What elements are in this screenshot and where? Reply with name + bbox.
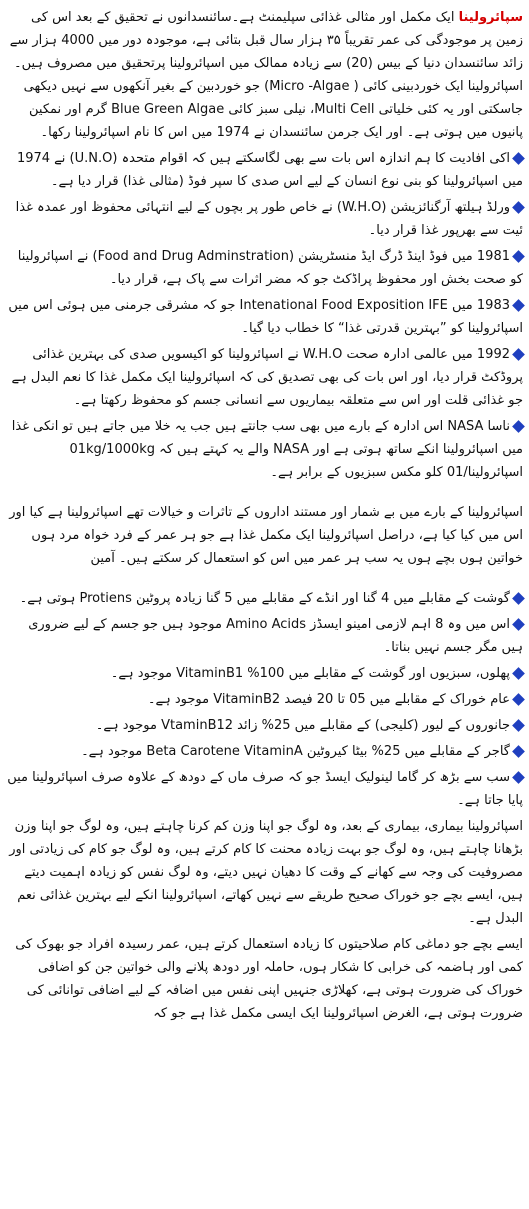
diamond-bullet-icon xyxy=(512,771,525,784)
diamond-bullet-icon xyxy=(512,667,525,680)
paragraph-text: ایک مکمل اور مثالی غذائی سپلیمنٹ ہے۔سائنسدانوں نے تحقیق کے بعد اس کی زمین پر موجودگی کی عمر تقریباً ۳۵ ہزار سال قبل بتائی ہے، موجودہ دور میں 4000 ہزار سے زائد سائنسدان دنیا کے بیس (20) سے زیادہ ممالک میں اسپائرولینا پرتحقیق میں مصروف ہیں۔ اسپائرولینا ایک خوردبینی کائی ( Micro -Algae) جو خوردبین کے بغیر آنکھوں سے نہیں دیکھی جاسکتی اور یہ کئی خلیاتی Multi Cell، نیلی سبز کائی Blue Green Algae گرم اور نمکین پانیوں میں ہوتی ہے۔ اور ایک جرمن سائنسدان نے 1974 میں اس کا نام اسپائرولینا رکھا۔ xyxy=(9,10,523,140)
article-paragraph xyxy=(6,501,523,570)
paragraph-text: جانوروں کے لیور (کلیجی) کے مقابلے میں 25% زائد VtaminB12 موجود ہے۔ xyxy=(95,718,510,733)
article-paragraph xyxy=(6,688,523,711)
paragraph-text: گوشت کے مقابلے میں 4 گنا اور انڈے کے مقابلے میں 5 گنا زیادہ پروٹین Protiens ہوتی ہے۔ xyxy=(19,591,510,606)
diamond-bullet-icon xyxy=(512,693,525,706)
paragraph-text: اس میں وہ 8 اہم لازمی امینو ایسڈز Amino Acids موجود ہیں جو جسم کے لیے ضروری ہیں مگر جسم نہیں بناتا۔ xyxy=(28,617,523,655)
diamond-bullet-icon xyxy=(512,745,525,758)
paragraph-text: ناسا NASA اس ادارہ کے بارے میں بھی سب جانتے ہیں جب یہ خلا میں جاتے ہیں تو انکی غذا میں اسپائرولینا انکے ساتھ ہوتی ہے اور NASA والے یہ کہتے ہیں کہ 01kg/1000kg اسپائرولینا/01 کلو مکس سبزیوں کے برابر ہے۔ xyxy=(11,419,523,480)
paragraph-text: پھلوں، سبزیوں اور گوشت کے مقابلے میں 100% VitaminB1 موجود ہے۔ xyxy=(110,666,510,681)
article-paragraph xyxy=(6,196,523,242)
article-paragraph xyxy=(6,415,523,484)
paragraph-text: اکی افادیت کا ہم اندازہ اس بات سے بھی لگاسکتے ہیں کہ اقوام متحدہ (U.N.O) نے 1974 میں اسپائرولینا کو بنی نوع انسان کے لیے اس صدی کا سپر فوڈ (مثالی غذا) قرار دیا ہے۔ xyxy=(16,151,523,189)
paragraph-text: 1983 میں Intenational Food Exposition IFE جو کہ مشرقی جرمنی میں ہوئی اس میں اسپائرولینا کو ”بہترین قدرتی غذا“ کا خطاب دیا گیا۔ xyxy=(8,298,523,336)
diamond-bullet-icon xyxy=(512,420,525,433)
paragraph-text: ورلڈ ہیلتھ آرگنائزیشن (W.H.O) نے خاص طور پر بچوں کے لیے انتہائی محفوظ اور عمدہ غذا ئیت سے بھرپور غذا قرار دیا۔ xyxy=(15,200,523,238)
article-title: سپائرولینا xyxy=(458,10,523,25)
article-paragraph xyxy=(6,587,523,610)
diamond-bullet-icon xyxy=(512,201,525,214)
paragraph-text: 1981 میں فوڈ اینڈ ڈرگ ایڈ منسٹریشن (Food and Drug Adminstration) نے اسپائرولینا کو صحت بخش اور محفوظ پراڈکٹ جو کہ مضر اثرات سے پاک ہے، قرار دیا۔ xyxy=(17,249,523,287)
article-paragraph xyxy=(6,766,523,812)
paragraph-text: ایسے بچے جو دماغی کام صلاحیتوں کا زیادہ استعمال کرتے ہیں، عمر رسیدہ افراد جو بھوک کی کمی اور ہاضمہ کی خرابی کا شکار ہوں، حاملہ اور دودھ پلانے والی خواتین جن کو اضافی خوراک کی ضرورت ہوتی ہے، کھلاڑی جنہیں اپنی نفس میں اضافہ کے لیے اضافی توانائی کی ضرورت ہوتی ہے، الغرض اسپائرولینا ایک ایسی مکمل غذا ہے جو کہ xyxy=(15,937,523,1021)
article-paragraph xyxy=(6,933,523,1025)
paragraph-text: اسپائرولینا بیماری، بیماری کے بعد، وہ لوگ جو اپنا وزن کم کرنا چاہتے ہیں، وہ لوگ جو اپنا وزن بڑھانا چاہتے ہیں، وہ لوگ جو بہت زیادہ محنت کا کام کرتے ہیں، وہ لوگ جو کام کی زیادتی اور مصروفیت کی وجہ سے کھانے کے وقت کا دھیان نہیں دیتے، وہ لوگ نفس کو زیادہ اہمیت دیتے ہیں، ایسے بچے جو خوراک صحیح طریقے سے نہیں کھاتے، اسپائرولینا انکے لیے بہترین غذائی نعم البدل ہے۔ xyxy=(9,819,523,926)
paragraph-text: سب سے بڑھ کر گاما لینولیک ایسڈ جو کہ صرف ماں کے دودھ کے علاوہ صرف اسپائرولینا میں پایا جاتا ہے۔ xyxy=(7,770,523,808)
paragraph-text: 1992 میں عالمی ادارہ صحت W.H.O نے اسپائرولینا کو اکیسویں صدی کی بہترین غذائی پروڈکٹ قرار دیا، اور اس بات کی بھی تصدیق کی کہ اسپائرولینا ایک مکمل غذا کا نعم البدل ہے جو غذائی قلت اور اس سے متعلقہ بیماریوں سے انسانی جسم کو محفوظ رکھتا ہے۔ xyxy=(11,347,523,408)
article-paragraph xyxy=(6,662,523,685)
article-paragraph xyxy=(6,740,523,763)
paragraph-text: عام خوراک کے مقابلے میں 05 تا 20 فیصد VitaminB2 موجود ہے۔ xyxy=(147,692,510,707)
article-paragraph xyxy=(6,6,523,144)
article-paragraph xyxy=(6,815,523,930)
diamond-bullet-icon xyxy=(512,719,525,732)
paragraph-gap xyxy=(6,487,523,501)
diamond-bullet-icon xyxy=(512,618,525,631)
article-paragraph xyxy=(6,714,523,737)
paragraph-text: گاجر کے مقابلے میں 25% بیٹا کیروٹین Beta Carotene VitaminA موجود ہے۔ xyxy=(81,744,510,759)
diamond-bullet-icon xyxy=(512,152,525,165)
article-paragraph xyxy=(6,294,523,340)
paragraph-gap xyxy=(6,573,523,587)
diamond-bullet-icon xyxy=(512,299,525,312)
diamond-bullet-icon xyxy=(512,250,525,263)
article-paragraph xyxy=(6,147,523,193)
article-paragraph xyxy=(6,343,523,412)
article-paragraph xyxy=(6,245,523,291)
diamond-bullet-icon xyxy=(512,592,525,605)
diamond-bullet-icon xyxy=(512,348,525,361)
article-paragraph xyxy=(6,613,523,659)
paragraph-text: اسپائرولینا کے بارے میں بے شمار اور مستند اداروں کے تاثرات و خیالات تھے اسپائرولینا ہے کیا اور اس میں کیا کیا ہے، دراصل اسپائرولینا ایک مکمل غذا ہے جو ہر عمر کے فرد خواہ مرد ہوں خواتین ہوں بچے ہوں یہ سب ہر عمر میں اس کو استعمال کر سکتے ہیں۔ آمین xyxy=(9,505,523,566)
